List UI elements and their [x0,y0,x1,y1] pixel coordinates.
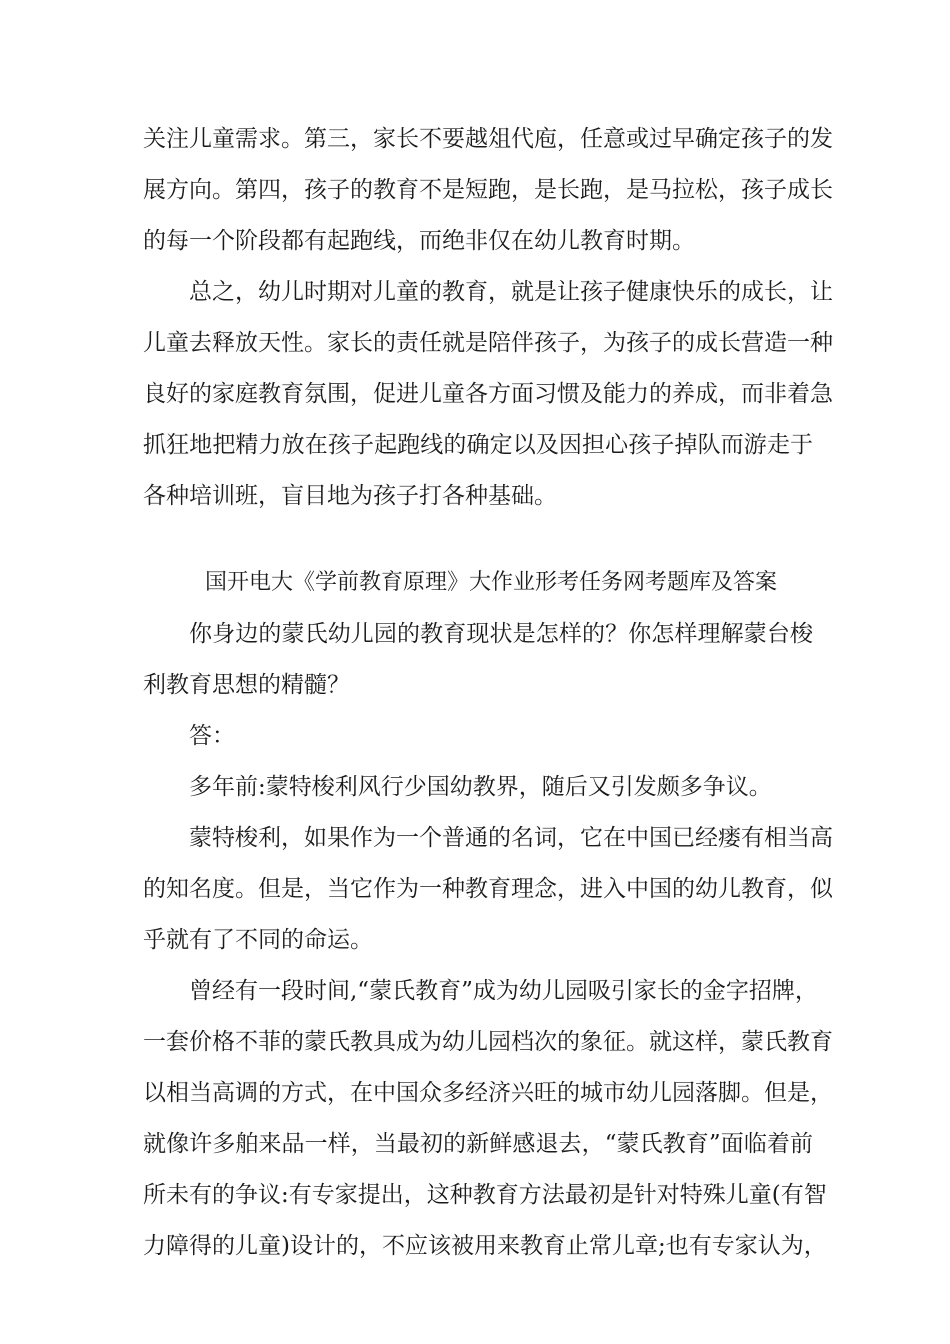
text-line: 的每一个阶段都有起跑线，而绝非仅在幼儿教育时期。 [143,228,695,254]
answer-label: 答： [189,723,235,749]
text-line: 多年前:蒙特梭利风行少国幼教界，随后又引发颇多争议。 [189,774,772,800]
text-line: 曾经有一段时间,“蒙氏教育”成为幼儿园吸引家长的金字招牌， [189,978,818,1004]
text-line: 的知名度。但是，当它作为一种教育理念，进入中国的幼儿教育，似 [143,876,833,902]
text-line: 良好的家庭教育氛围，促进儿童各方面习惯及能力的养成，而非着急 [143,381,833,407]
text-line: 乎就有了不同的命运。 [143,927,373,953]
text-line: 各种培训班，盲目地为孩子打各种基础。 [143,483,557,509]
text-line: 总之，幼儿时期对儿童的教育，就是让孩子健康快乐的成长，让 [189,279,833,305]
text-line: 所未有的争议:有专家提出，这种教育方法最初是针对特殊儿童(有智 [143,1182,827,1208]
text-line: 展方向。第四，孩子的教育不是短跑，是长跑，是马拉松，孩子成长 [143,177,833,203]
text-line: 抓狂地把精力放在孩子起跑线的确定以及因担心孩子掉队而游走于 [143,432,813,458]
text-line: 以相当高调的方式，在中国众多经济兴旺的城市幼儿园落脚。但是， [143,1080,833,1106]
section-title: 国开电大《学前教育原理》大作业形考任务网考题库及答案 [205,570,778,595]
text-line: 关注儿童需求。第三，家长不要越俎代庖，任意或过早确定孩子的发 [143,126,833,152]
text-line: 力障得的儿童)设计的，不应该被用来教育止常儿章;也有专家认为， [143,1233,827,1259]
text-line: 你身边的蒙氏幼儿园的教育现状是怎样的？你怎样理解蒙台梭 [189,621,813,647]
text-line: 蒙特梭利，如果作为一个普通的名词，它在中国已经瘘有相当高 [189,825,833,851]
text-line: 儿童去释放天性。家长的责任就是陪伴孩子，为孩子的成长营造一种 [143,330,833,356]
text-line: 就像许多舶来品一样，当最初的新鲜感退去，“蒙氏教育”面临着前 [143,1131,813,1157]
text-line: 一套价格不菲的蒙氏教具成为幼儿园档次的象征。就这样，蒙氏教育 [143,1029,833,1055]
text-line: 利教育思想的精髓？ [143,672,350,698]
